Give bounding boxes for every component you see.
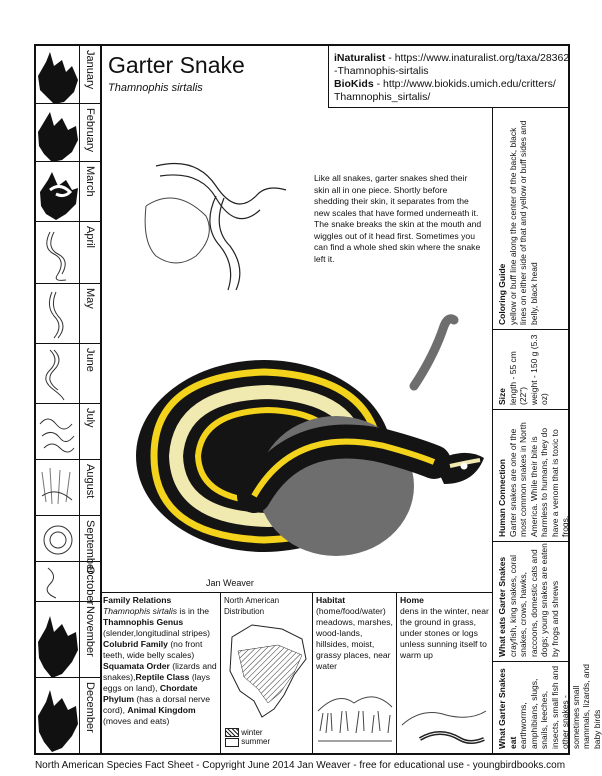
home-heading: Home — [400, 595, 424, 605]
snake-emerging-icon — [36, 162, 80, 221]
distribution-panel — [220, 593, 312, 753]
habitat-silhouette-icon — [36, 602, 80, 677]
coloring-guide-text: yellow or buff line along the center of the back, black lines on either side of that and yellow or buff sides and belly, black head — [507, 120, 539, 325]
habitat-heading: Habitat — [316, 595, 346, 605]
human-connection-heading: Human Connection — [497, 459, 507, 537]
scientific-name: Thamnophis sirtalis — [108, 82, 203, 94]
snake-sketch-icon — [36, 284, 80, 343]
snake-grass-icon — [36, 460, 80, 515]
habitat-text: meadows, marshes, wood-lands, hillsides, moist, grassy places, near water — [316, 617, 393, 671]
month-august: August — [36, 460, 100, 516]
inaturalist-link[interactable]: iNaturalist — [334, 52, 386, 64]
human-connection-panel — [492, 410, 570, 542]
distribution-legend: winter summer — [225, 728, 270, 747]
month-july: July — [36, 404, 100, 460]
snake-sketch-icon — [36, 344, 80, 403]
month-january: January — [36, 46, 100, 104]
month-november: November — [36, 602, 100, 678]
reference-links: iNaturalist - https://www.inaturalist.org/taxa/28362 -Thamnophis-sirtalis BioKids - http://www.biokids.umich.edu/critters/ Thamnophis_sirtalis/ — [334, 52, 570, 103]
summer-swatch — [225, 738, 239, 747]
month-september: September — [36, 516, 100, 562]
month-column — [36, 46, 102, 753]
month-october: October — [36, 562, 100, 602]
diet-text: earthworms, amphibians, slugs, snails, leeches, insects, small fish and other snakes - sometimes small mammals, lizards, and baby birds — [518, 663, 602, 749]
meadow-sketch-icon — [316, 671, 394, 751]
predators-text: crayfish, king snakes, coral snakes, crows, hawks, raccoons, domestic cats and dogs; young snakes are eaten by frogs and shrews — [507, 543, 560, 657]
home-panel — [396, 593, 492, 753]
size-weight: weight - 150 g (5.3 oz) — [528, 334, 549, 405]
coloring-guide-panel — [492, 108, 570, 330]
snake-under-rock-icon — [400, 695, 490, 751]
diet-panel — [492, 662, 602, 753]
predators-heading: What eats Garter Snakes — [497, 556, 507, 657]
month-april: April — [36, 222, 100, 284]
month-december: December — [36, 678, 100, 753]
diet-heading: What Garter Snakes eat — [497, 668, 518, 749]
family-relations-panel: Family Relations Thamnophis sirtalis is in the Thamnophis Genus (slender,longitudinal stripes) Colubrid Family (no front teeth, wide belly scales) Squamata Order (lizards and snakes),Reptile Class (lays eggs on land), Chordate Phylum (has a dorsal nerve cord), Animal Kingdom (moves and eats) — [103, 595, 217, 726]
size-heading: Size — [497, 387, 507, 405]
month-may: May — [36, 284, 100, 344]
biokids-link[interactable]: BioKids — [334, 78, 374, 90]
family-relations-heading: Family Relations — [103, 595, 172, 605]
habitat-silhouette-icon — [36, 46, 80, 103]
fact-sheet — [34, 44, 602, 755]
snake-coil-icon — [36, 516, 80, 561]
habitat-silhouette-icon — [36, 104, 80, 161]
month-february: February — [36, 104, 100, 162]
garter-snake-illustration — [114, 316, 494, 586]
snakes-group-icon — [36, 404, 80, 459]
snake-sketch-icon — [36, 222, 80, 283]
artist-signature: Jan Weaver — [206, 578, 254, 588]
page-title: Garter Snake — [108, 52, 245, 78]
month-june: June — [36, 344, 100, 404]
north-america-map-icon — [224, 617, 310, 727]
human-connection-text: Garter snakes are one of the most common snakes in North America. While their bite is harmless to humans, they do have a venom that is toxic to frogs. — [507, 422, 570, 537]
shedding-note: Like all snakes, garter snakes shed their skin all in one piece. Shortly before shedding their skin, it separates from the new scales that have formed underneath it. The snake breaks the skin at the mouth and wiggles out of it head first. Sometimes you can find a whole shed skin where the snake left it. — [314, 173, 482, 264]
predators-panel — [492, 542, 570, 662]
home-text: dens in the winter, near the ground in grass, under stones or logs unless sunning itself to warm up — [400, 606, 489, 660]
footer-copyright: North American Species Fact Sheet - Copyright June 2014 Jan Weaver - free for educational use - youngbirdbooks.com — [34, 760, 566, 771]
habitat-silhouette-icon — [36, 678, 80, 753]
distribution-heading: North American Distribution — [224, 596, 280, 616]
shed-skin-illustration — [136, 146, 306, 296]
snake-sketch-icon — [36, 562, 80, 601]
size-panel — [492, 330, 570, 410]
size-length: length - 55 cm (22") — [507, 351, 528, 405]
habitat-panel: Habitat (home/food/water) meadows, marshes, wood-lands, hillsides, moist, grassy places, near water — [312, 593, 396, 753]
winter-swatch — [225, 728, 239, 737]
month-march: March — [36, 162, 100, 222]
coloring-guide-heading: Coloring Guide — [497, 263, 507, 325]
